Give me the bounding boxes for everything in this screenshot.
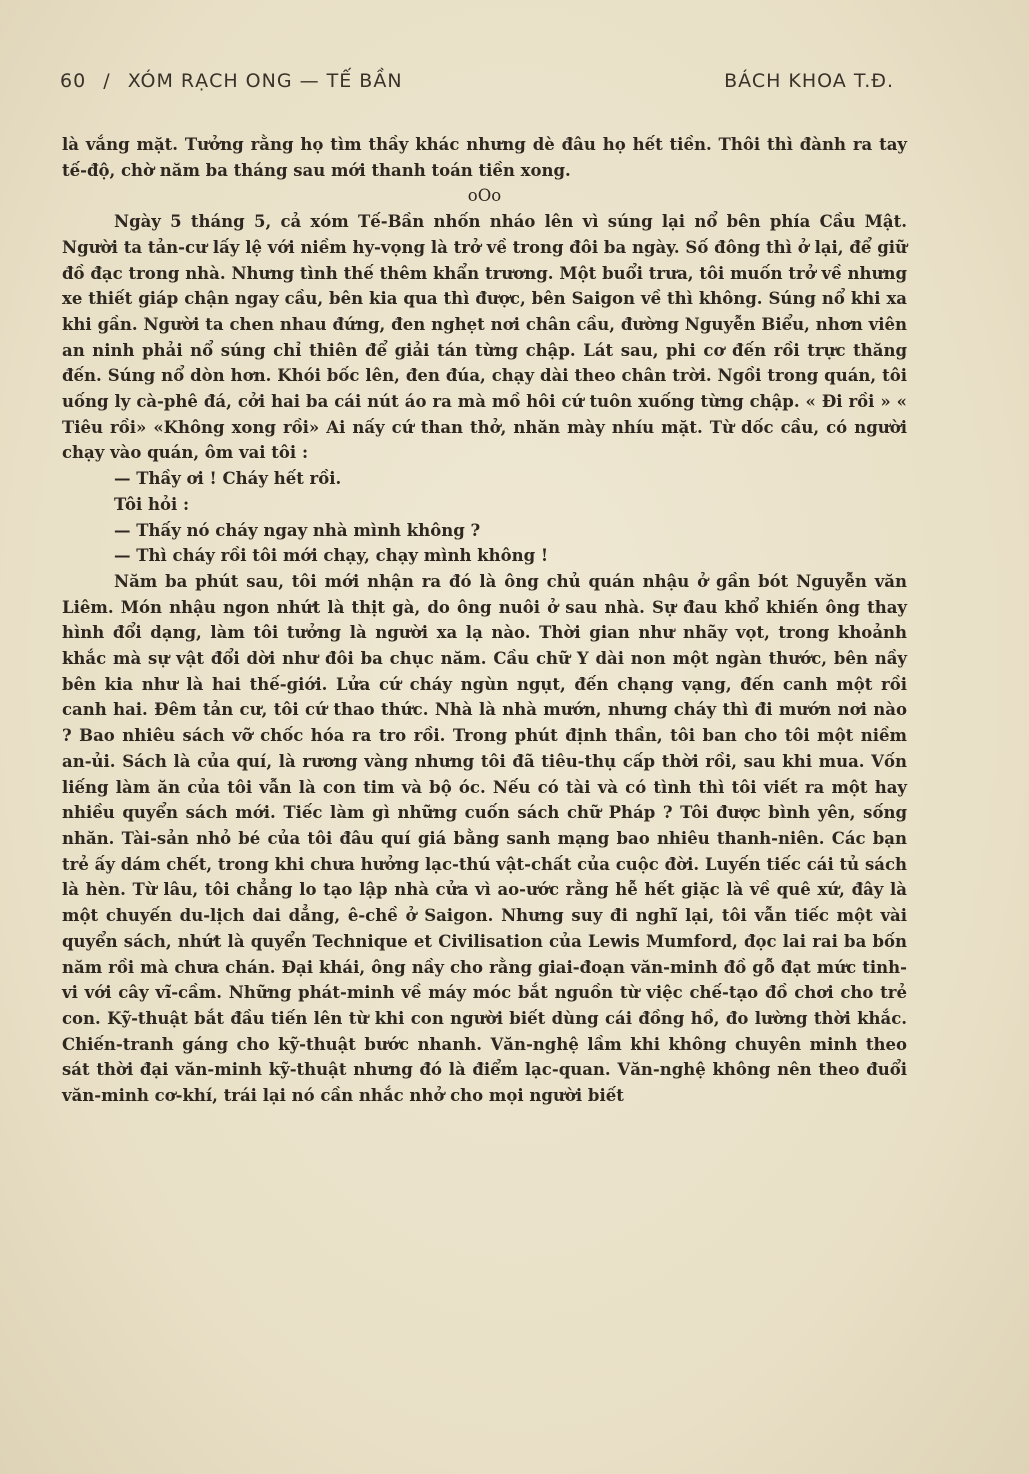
article-title: XÓM RẠCH ONG — TẾ BẦN	[127, 70, 403, 92]
publication-name: BÁCH KHOA T.Đ.	[724, 70, 894, 92]
dialog-line-3: — Thấy nó cháy ngay nhà mình không ?	[114, 520, 481, 540]
section-separator: oOo	[467, 186, 502, 206]
page-number: 60	[60, 70, 87, 92]
header-separator: /	[103, 70, 111, 92]
dialog-line-4: — Thì cháy rồi tôi mới chạy, chạy mình không !	[114, 546, 549, 566]
header-left	[60, 70, 403, 92]
paragraph-reflection: Năm ba phút sau, tôi mới nhận ra đó là ông chủ quán nhậu ở gần bót Nguyễn văn Liêm. Món nhậu ngon nhứt là thịt gà, do ông nuôi ở sau nhà. Sự đau khổ khiến ông thay hình đổi dạng, làm tôi tưởng là người xa lạ nào. Thời gian như nhãy vọt, trong khoảnh khắc mà sự vật đổi dời như đôi ba chục năm. Cầu chữ Y dài non một ngàn thước, bên nầy bên kia như là hai thế-giới. Lửa cứ cháy ngùn ngụt, đến chạng vạng, đến canh một rồi canh hai. Đêm tản cư, tôi cứ thao thức. Nhà là nhà mướn, nhưng cháy thì đi mướn nơi nào ? Bao nhiêu sách vỡ chốc hóa ra tro rồi. Trong phút định thần, tôi ban cho tôi một niềm an-ủi. Sách là của quí, là rương vàng nhưng tôi đã tiêu-thụ cấp thời rồi, sau khi mua. Vốn liếng làm ăn của tôi vẫn là con tim và bộ óc. Nếu có tài và có tình thì tôi viết ra một hay nhiều quyển sách mới. Tiếc làm gì những cuốn sách chữ Pháp ? Tôi được bình yên, sống nhăn. Tài-sản nhỏ bé của tôi đâu quí giá bằng sanh mạng bao nhiêu thanh-niên. Các bạn trẻ ấy dám chết, trong khi chưa hưởng lạc-thú vật-chất của cuộc đời. Luyến tiếc cái tủ sách là hèn. Từ lâu, tôi chẳng lo tạo lập nhà cửa vì ao-ước rằng hễ hết giặc là về quê xứ, đây là một chuyến du-lịch dai dẳng, ê-chề ở Saigon. Nhưng suy đi nghĩ lại, tôi vẫn tiếc một vài quyển sách, nhứt là quyển Technique et Civilisation của Lewis Mumford, đọc lai rai ba bốn năm rồi mà chưa chán. Đại khái, ông nầy cho rằng giai-đoạn văn-minh đồ gỗ đạt mức tinh-vi với cây vĩ-cầm. Những phát-minh về máy móc bắt nguồn từ việc chế-tạo đồ chơi cho trẻ con. Kỹ-thuật bắt đầu tiến lên từ khi con người biết dùng cái đồng hồ, đo lường thời khắc. Chiến-tranh gáng cho kỹ-thuật bước nhanh. Văn-nghệ lầm khi không chuyên minh theo sát thời đại văn-minh kỹ-thuật nhưng đó là điểm lạc-quan. Văn-nghệ không nên theo đuổi văn-minh cơ-khí, trái lại nó cần nhắc nhở cho mọi người biết	[62, 571, 907, 1106]
dialog-line-2: Tôi hỏi :	[114, 494, 190, 514]
page-header	[60, 70, 894, 100]
paragraph-main: Ngày 5 tháng 5, cả xóm Tế-Bần nhốn nháo lên vì súng lại nổ bên phía Cầu Mật. Người ta tản-cư lấy lệ với niềm hy-vọng là trở về trong đôi ba ngày. Số đông thì ở lại, để giữ đồ đạc trong nhà. Nhưng tình thế thêm khẩn trương. Một buổi trưa, tôi muốn trở về nhưng xe thiết giáp chận ngay cầu, bên kia qua thì được, bên Saigon về thì không. Súng nổ khi xa khi gần. Người ta chen nhau đứng, đen nghẹt nơi chân cầu, đường Nguyễn Biểu, nhơn viên an ninh phải nổ súng chỉ thiên để giải tán từng chập. Lát sau, phi cơ đến rồi trực thăng đến. Súng nổ dòn hơn. Khói bốc lên, đen đúa, chạy dài theo chân trời. Ngồi trong quán, tôi uống ly cà-phê đá, cởi hai ba cái nút áo ra mà mồ hôi cứ tuôn xuống từng chập. « Đi rồi » « Tiêu rồi» «Không xong rồi» Ai nấy cứ than thở, nhăn mày nhíu mặt. Từ dốc cầu, có người chạy vào quán, ôm vai tôi :	[62, 212, 907, 463]
article-body	[62, 132, 907, 1109]
dialog-line-1: — Thầy ơi ! Cháy hết rồi.	[114, 469, 342, 489]
paragraph-continuation: là vắng mặt. Tưởng rằng họ tìm thầy khác nhưng dè đâu họ hết tiền. Thôi thì đành ra tay tế-độ, chờ năm ba tháng sau mới thanh toán tiền xong.	[62, 135, 907, 180]
